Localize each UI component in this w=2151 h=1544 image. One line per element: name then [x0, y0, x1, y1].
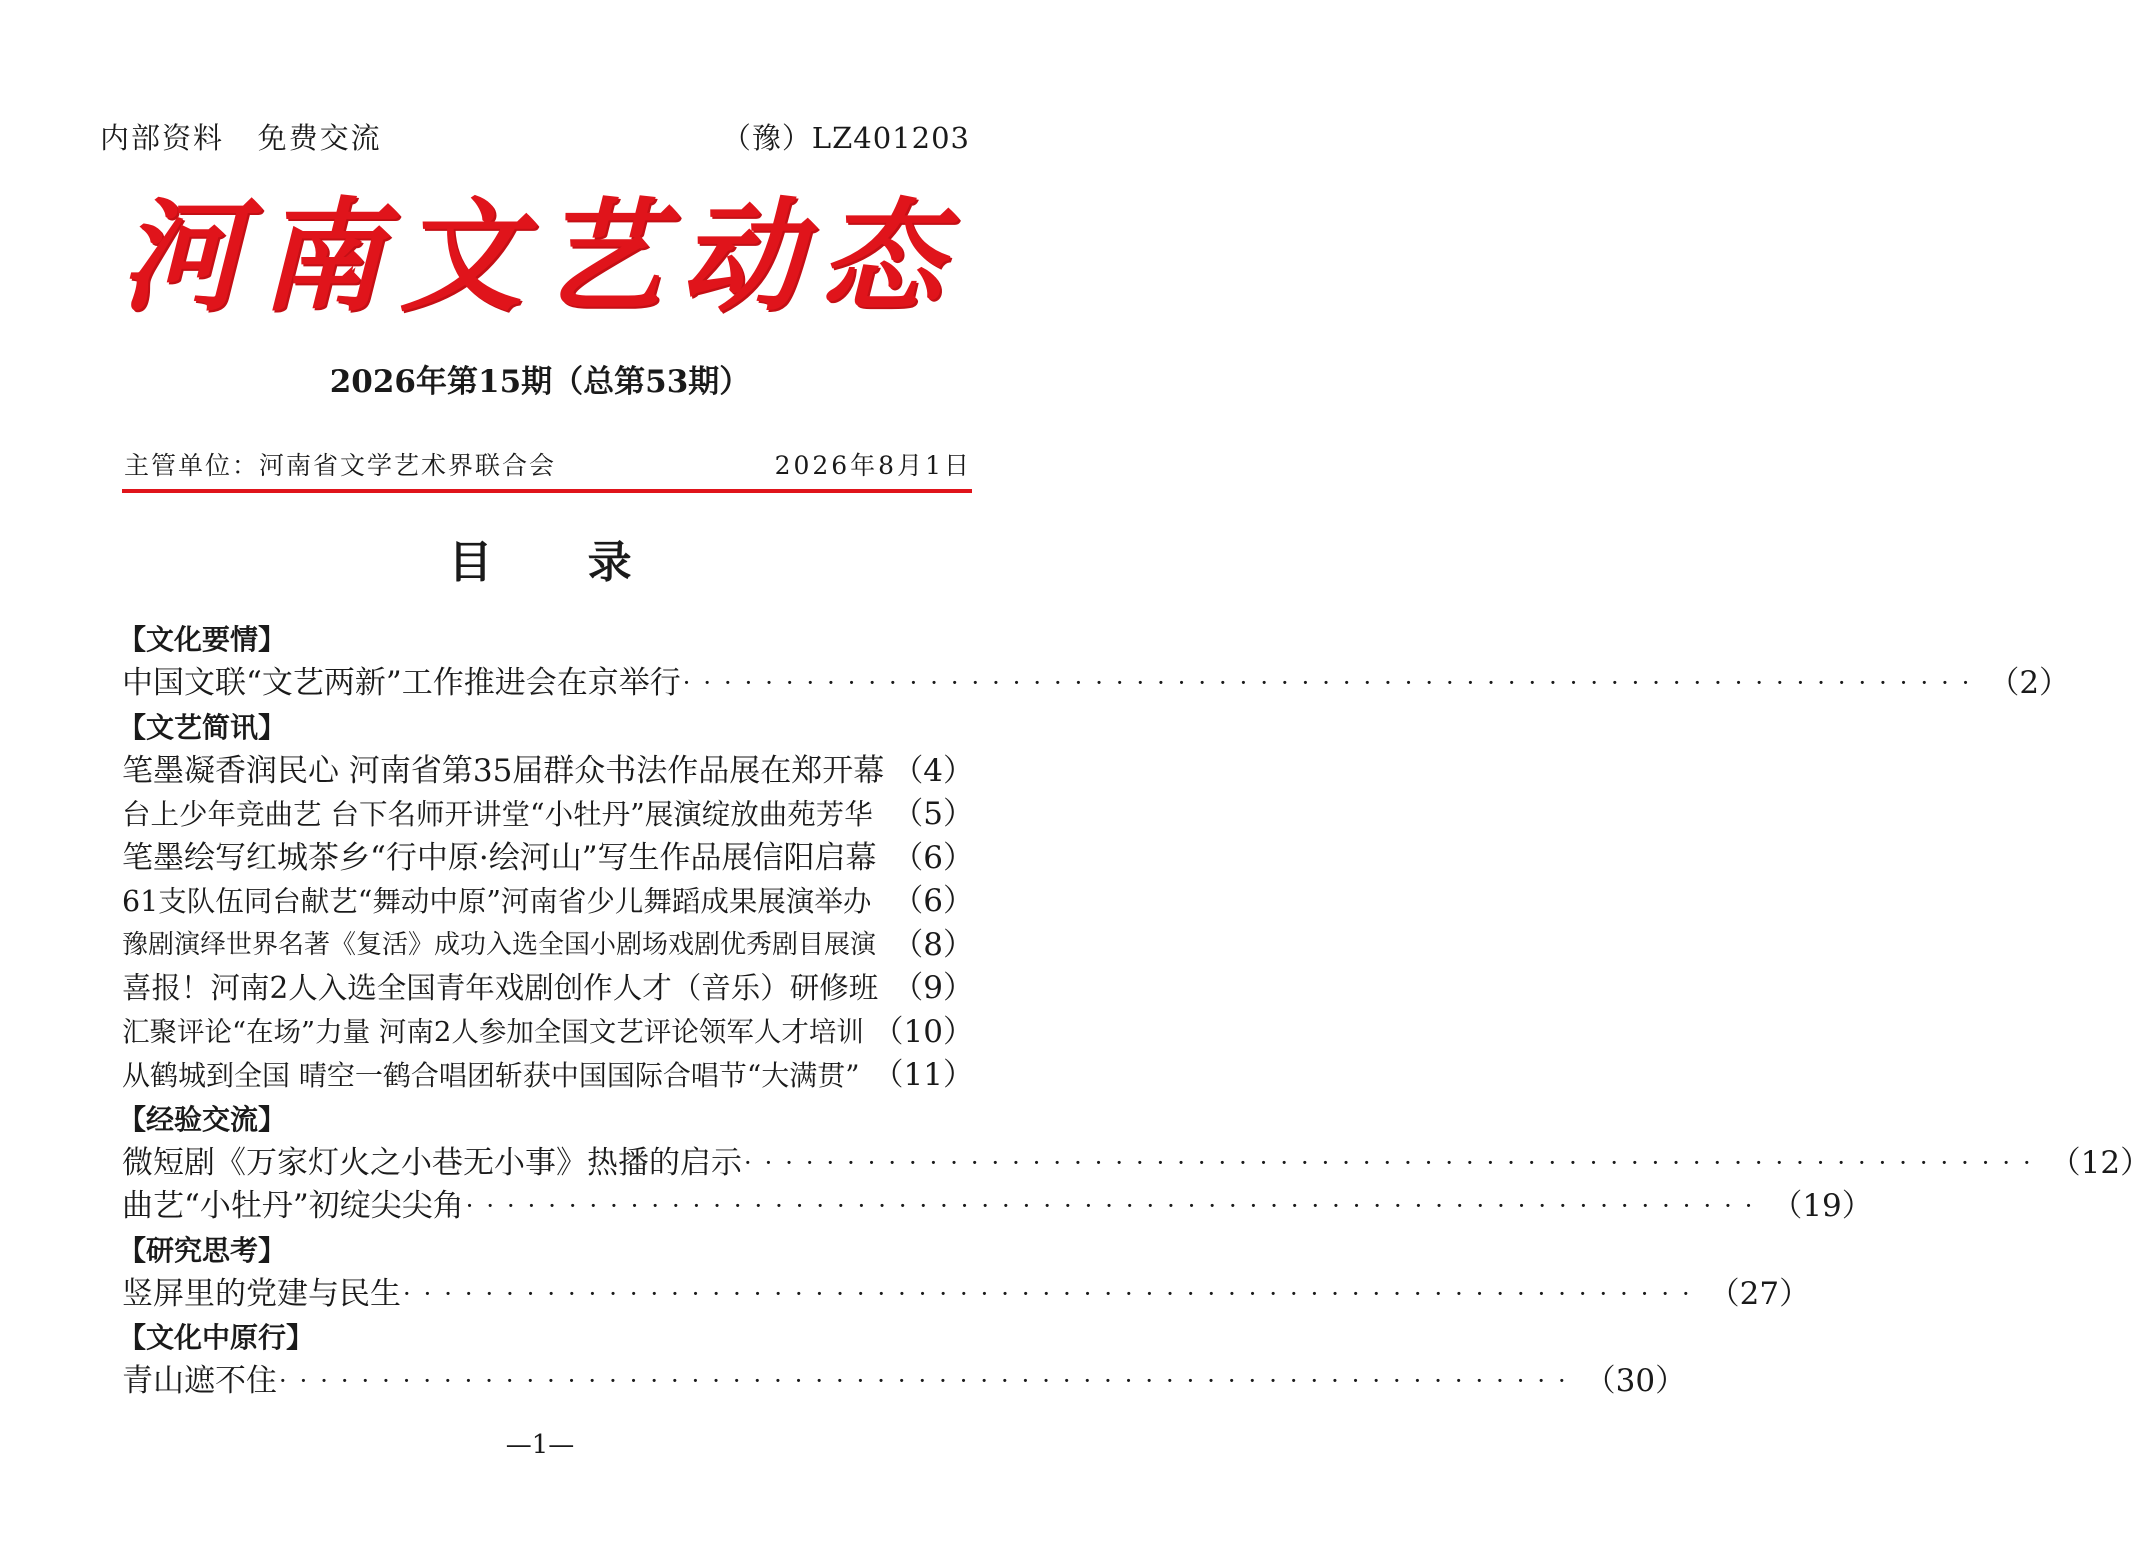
toc-entry-page: （6）: [892, 883, 974, 920]
toc-entry-page: （9）: [892, 970, 974, 1007]
toc-entry-page: （10）: [872, 1013, 974, 1050]
toc-section-heading: 【文艺简讯】: [118, 710, 287, 744]
toc-leader-dots: ·······························································: [465, 1192, 1766, 1221]
toc-entry[interactable]: [122, 1011, 974, 1055]
publication-date: 2026年8月1日: [774, 451, 972, 480]
toc-entry-page: （30）: [1584, 1363, 1687, 1400]
toc-entry[interactable]: [122, 662, 2071, 706]
toc-entry-title: 笔墨凝香润民心 河南省第35届群众书法作品展在郑开幕: [122, 752, 885, 789]
masthead-title: 河南文艺动态: [120, 184, 960, 328]
toc-entry[interactable]: [122, 1142, 2151, 1186]
toc-entry[interactable]: [122, 750, 974, 794]
toc-entry-title: 青山遮不住: [122, 1363, 277, 1400]
toc-entry-title: 61支队伍同台献艺“舞动中原”河南省少儿舞蹈成果展演举办: [122, 885, 872, 919]
supervisor-unit: 主管单位：河南省文学艺术界联合会: [124, 451, 557, 480]
toc-title: 目 录: [448, 537, 672, 588]
issue-number: 2026年第15期（总第53期）: [329, 364, 751, 400]
table-of-contents: [118, 618, 2151, 1404]
toc-leader-dots: ·······························································: [403, 1279, 1703, 1308]
toc-entry[interactable]: [122, 1054, 974, 1098]
toc-entry[interactable]: [122, 1360, 1687, 1404]
toc-entry[interactable]: [122, 967, 974, 1011]
toc-section-heading: 【文化中原行】: [118, 1321, 315, 1354]
header-internal-note: 内部资料 免费交流: [100, 121, 382, 155]
toc-entry-title: 汇聚评论“在场”力量 河南2人参加全国文艺评论领军人才培训: [122, 1015, 864, 1048]
toc-entry-page: （19）: [1771, 1188, 1873, 1225]
red-divider: [122, 489, 972, 493]
toc-leader-dots: ·······························································: [744, 1148, 2044, 1177]
header-registration-code: （豫）LZ401203: [721, 121, 970, 155]
toc-entry-page: （27）: [1708, 1275, 1811, 1312]
toc-entry-page: （6）: [892, 839, 974, 876]
toc-entry-page: （2）: [1988, 665, 2071, 702]
toc-entry-title: 台上少年竞曲艺 台下名师开讲堂“小牡丹”展演绽放曲苑芳华: [122, 798, 873, 832]
toc-entry-title: 中国文联“文艺两新”工作推进会在京举行: [122, 665, 681, 702]
toc-entry-title: 微短剧《万家灯火之小巷无小事》热播的启示: [122, 1144, 742, 1181]
toc-section-heading: 【经验交流】: [118, 1102, 287, 1136]
toc-entry-title: 笔墨绘写红城茶乡“行中原·绘河山”写生作品展信阳启幕: [122, 839, 877, 876]
toc-entry[interactable]: [122, 837, 974, 881]
toc-entry[interactable]: [122, 924, 974, 968]
toc-entry-title: 竖屏里的党建与民生: [122, 1275, 401, 1312]
toc-section-heading: 【研究思考】: [118, 1233, 287, 1267]
page-number: —1—: [505, 1430, 575, 1460]
toc-entry-title: 曲艺“小牡丹”初绽尖尖角: [122, 1188, 464, 1225]
toc-entry-page: （11）: [872, 1057, 974, 1094]
toc-entry-title: 豫剧演绎世界名著《复活》成功入选全国小剧场戏剧优秀剧目展演: [122, 929, 877, 960]
toc-entry[interactable]: [122, 1273, 1811, 1317]
toc-leader-dots: ·······························································: [279, 1367, 1579, 1396]
toc-entry[interactable]: [122, 1185, 1873, 1229]
toc-entry-title: 喜报！河南2人入选全国青年戏剧创作人才（音乐）研修班: [122, 971, 879, 1006]
toc-entry-page: （12）: [2049, 1144, 2151, 1181]
toc-entry-page: （5）: [892, 796, 974, 833]
toc-leader-dots: ·······························································: [682, 669, 1983, 698]
toc-entry[interactable]: [122, 793, 974, 837]
toc-entry-page: （4）: [892, 752, 975, 789]
toc-entry-title: 从鹤城到全国 晴空一鹤合唱团斩获中国国际合唱节“大满贯”: [122, 1059, 860, 1093]
toc-entry-page: （8）: [892, 926, 974, 963]
toc-section-heading: 【文化要情】: [118, 623, 287, 656]
toc-entry[interactable]: [122, 880, 974, 924]
